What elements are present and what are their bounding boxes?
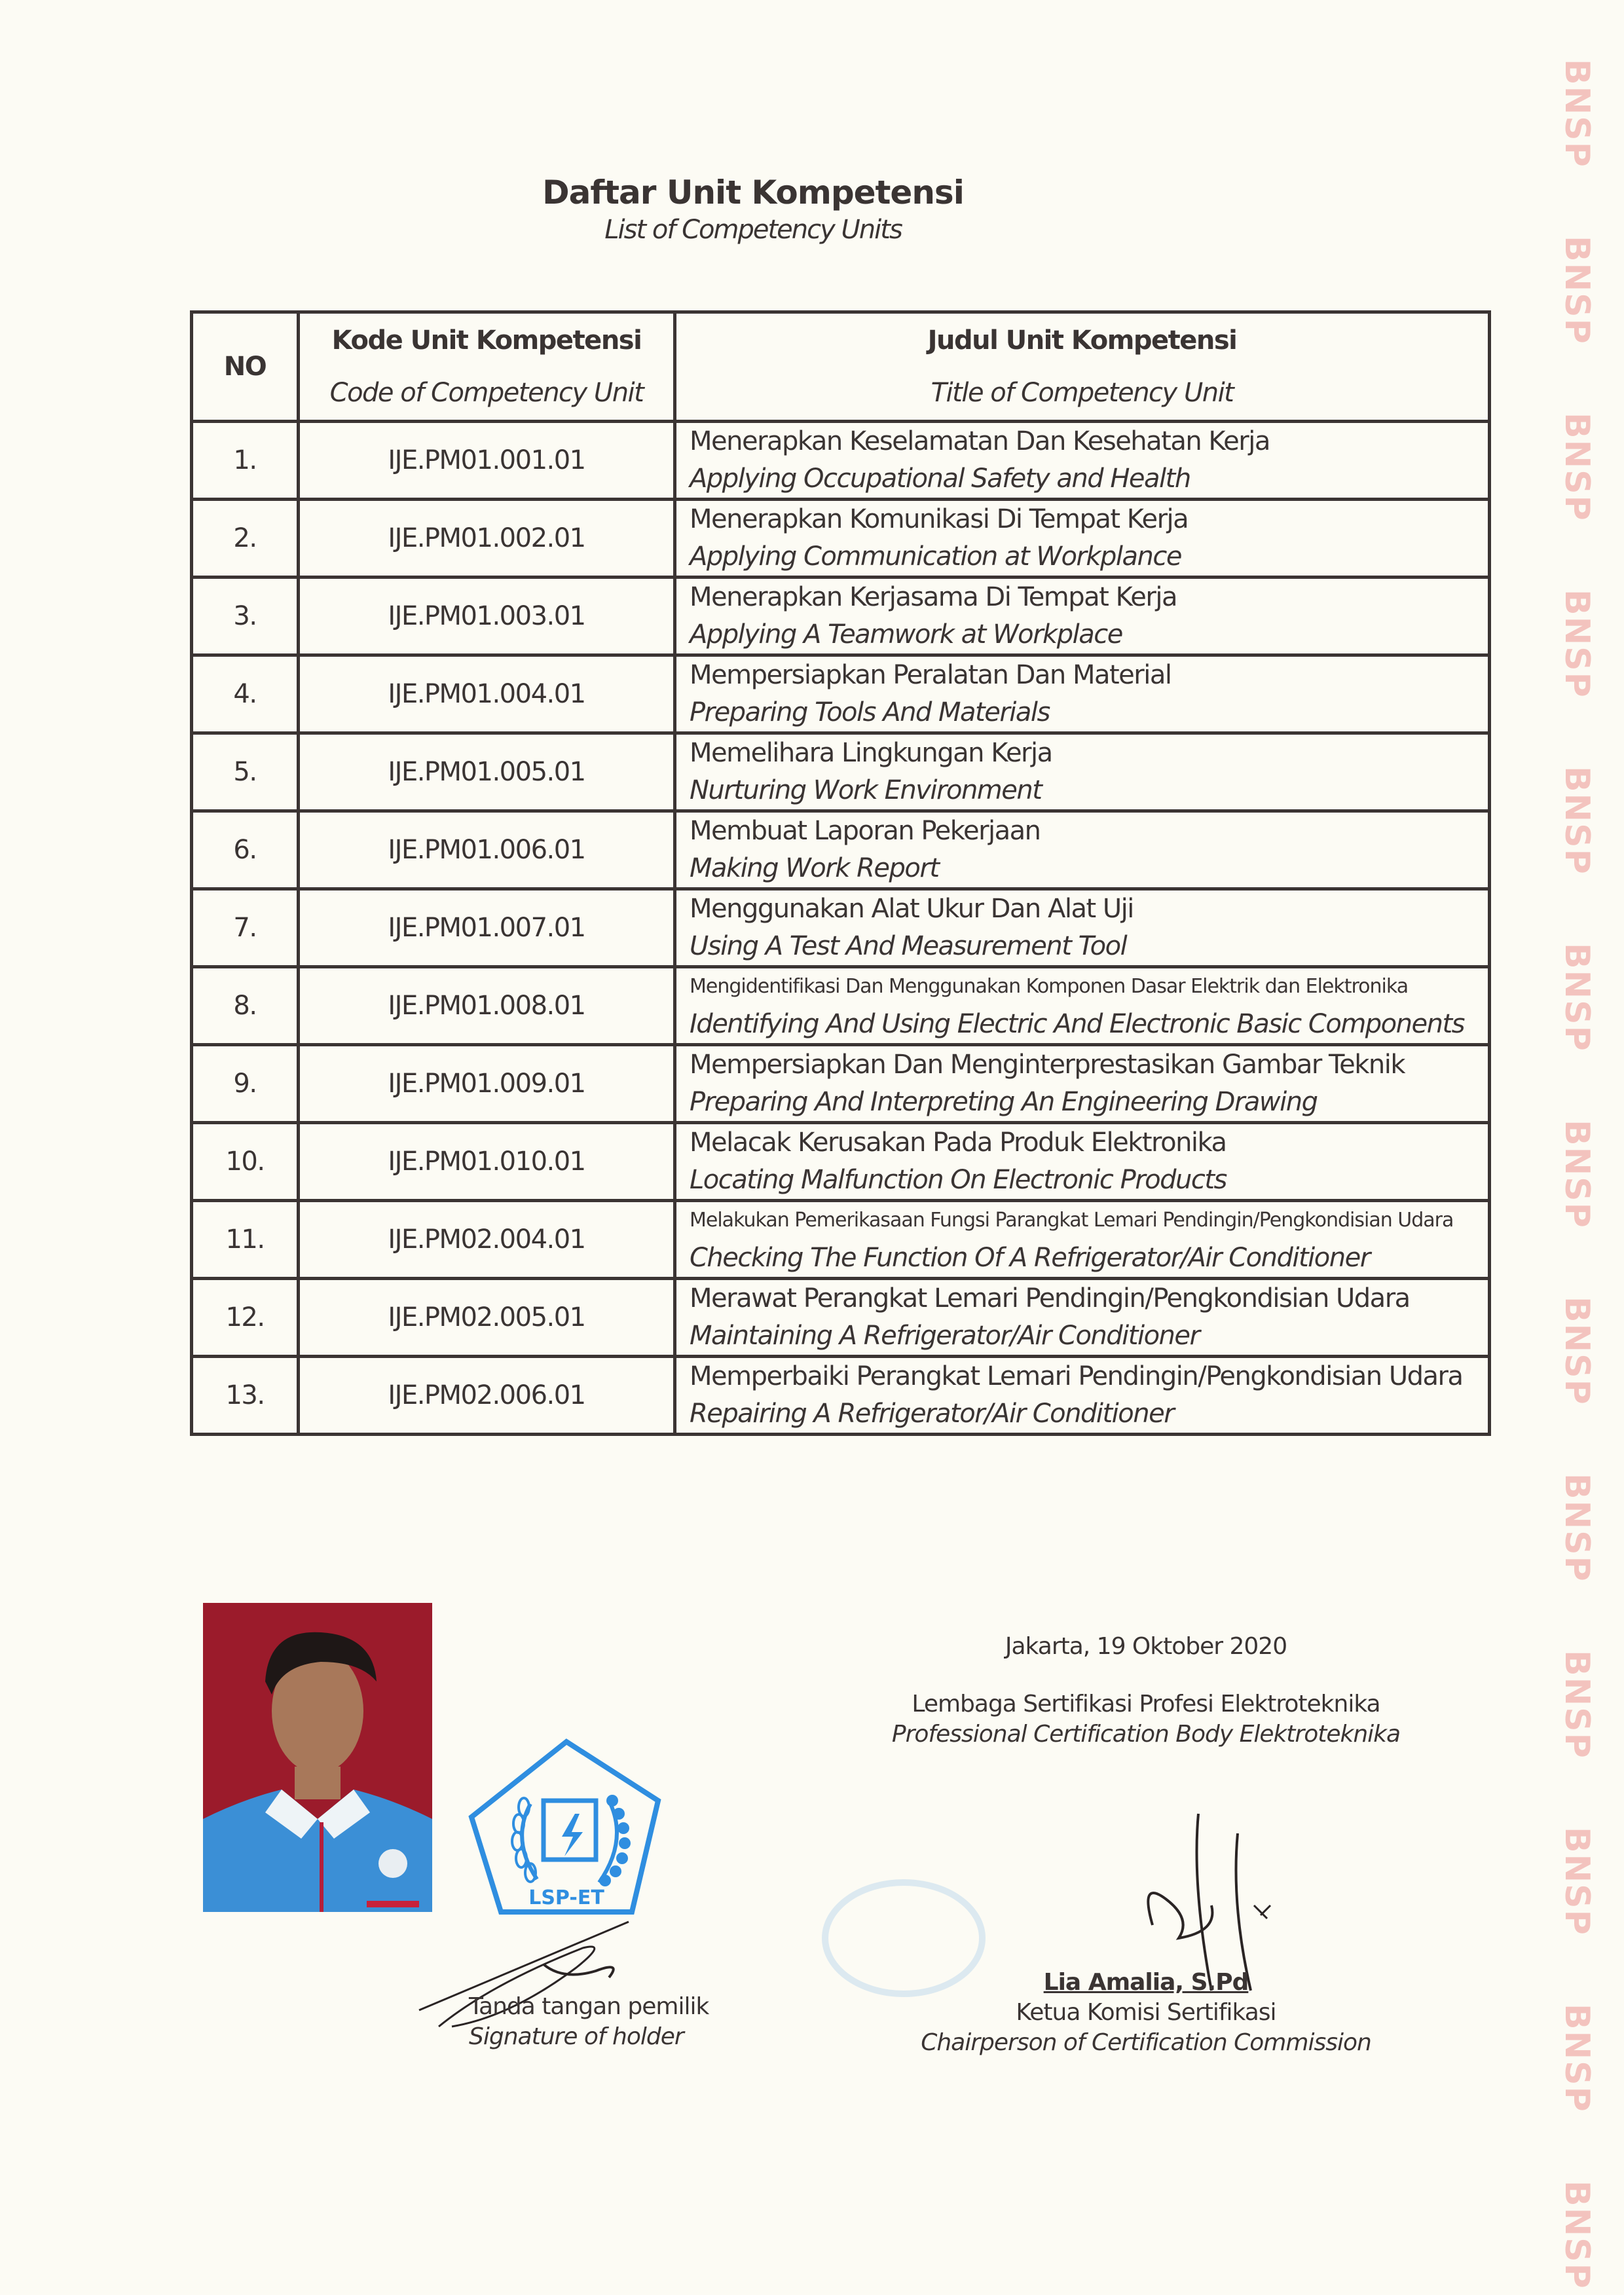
row-number: 3.: [192, 578, 299, 655]
unit-code: IJE.PM01.005.01: [299, 733, 675, 811]
table-row: [192, 811, 1490, 889]
header-title-id: Judul Unit Kompetensi: [927, 325, 1237, 356]
table-row: [192, 967, 1490, 1045]
bnsp-watermark-text: BNSP: [1557, 2004, 1596, 2113]
unit-code: IJE.PM02.004.01: [299, 1201, 675, 1279]
unit-title-id: Memelihara Lingkungan Kerja: [690, 738, 1052, 768]
place-date: Jakarta, 19 Oktober 2020: [1005, 1633, 1287, 1660]
unit-title-id: Mempersiapkan Dan Menginterprestasikan Gambar Teknik: [690, 1050, 1405, 1080]
bnsp-watermark-text: BNSP: [1557, 1120, 1596, 1229]
bnsp-watermark-text: BNSP: [1557, 766, 1596, 875]
unit-title-en: Applying A Teamwork at Workplace: [690, 619, 1122, 650]
unit-code: IJE.PM01.006.01: [299, 811, 675, 889]
unit-code: IJE.PM01.008.01: [299, 967, 675, 1045]
unit-title-en: Preparing Tools And Materials: [690, 697, 1050, 727]
holder-signature-label-id: Tanda tangan pemilik: [469, 1993, 709, 2020]
bnsp-watermark-text: BNSP: [1557, 1296, 1596, 1406]
table-row: [192, 422, 1490, 500]
row-number: 1.: [192, 422, 299, 500]
unit-title-id: Membuat Laporan Pekerjaan: [690, 816, 1041, 846]
unit-code: IJE.PM01.007.01: [299, 889, 675, 967]
unit-title-id: Mempersiapkan Peralatan Dan Material: [690, 660, 1172, 690]
row-number: 4.: [192, 655, 299, 733]
row-number: 10.: [192, 1123, 299, 1201]
header-no: NO: [192, 312, 299, 422]
unit-title: [675, 1201, 1490, 1279]
header-title-en: Title of Competency Unit: [931, 378, 1234, 408]
table-row: [192, 1357, 1490, 1435]
row-number: 12.: [192, 1279, 299, 1357]
row-number: 5.: [192, 733, 299, 811]
holder-photo: [203, 1603, 432, 1912]
header-code-en: Code of Competency Unit: [329, 378, 644, 408]
unit-title-en: Applying Communication at Workplance: [690, 542, 1181, 572]
unit-title-en: Maintaining A Refrigerator/Air Conditioner: [690, 1321, 1200, 1351]
issuer-block: [851, 1630, 1441, 1750]
table-row: [192, 578, 1490, 655]
row-number: 2.: [192, 500, 299, 578]
table-row: [192, 1045, 1490, 1123]
table-row: [192, 889, 1490, 967]
unit-title: [675, 967, 1490, 1045]
competency-units-table: [190, 310, 1491, 1436]
unit-code: IJE.PM01.003.01: [299, 578, 675, 655]
unit-title-en: Nurturing Work Environment: [690, 775, 1042, 805]
row-number: 8.: [192, 967, 299, 1045]
unit-title-en: Making Work Report: [690, 853, 939, 883]
bnsp-watermark-text: BNSP: [1557, 413, 1596, 522]
unit-title-en: Repairing A Refrigerator/Air Conditioner: [690, 1399, 1174, 1429]
issuer-org-en: Professional Certification Body Elektroteknika: [891, 1721, 1401, 1748]
row-number: 11.: [192, 1201, 299, 1279]
unit-title: [675, 1045, 1490, 1123]
header-title: [675, 312, 1490, 422]
unit-code: IJE.PM01.009.01: [299, 1045, 675, 1123]
unit-title-id: Melakukan Pemerikasaan Fungsi Parangkat Lemari Pendingin/Pengkondisian Udara: [690, 1209, 1454, 1232]
bnsp-watermark-text: BNSP: [1557, 59, 1596, 168]
bnsp-watermark-text: BNSP: [1557, 943, 1596, 1052]
unit-title-id: Melacak Kerusakan Pada Produk Elektronika: [690, 1128, 1227, 1158]
bnsp-watermark-text: BNSP: [1557, 2180, 1596, 2290]
unit-title-id: Memperbaiki Perangkat Lemari Pendingin/Pengkondisian Udara: [690, 1361, 1463, 1391]
chairperson-role-en: Chairperson of Certification Commission: [921, 2029, 1371, 2056]
unit-title-en: Preparing And Interpreting An Engineering Drawing: [690, 1087, 1318, 1117]
header-code-id: Kode Unit Kompetensi: [331, 325, 642, 356]
unit-title-en: Applying Occupational Safety and Health: [690, 464, 1190, 494]
unit-code: IJE.PM02.006.01: [299, 1357, 675, 1435]
lsp-et-seal-icon: [458, 1729, 674, 1925]
unit-code: IJE.PM01.010.01: [299, 1123, 675, 1201]
unit-title-id: Mengidentifikasi Dan Menggunakan Komponen Dasar Elektrik dan Elektronika: [690, 975, 1409, 998]
unit-title-id: Menggunakan Alat Ukur Dan Alat Uji: [690, 894, 1134, 924]
bnsp-watermark-text: BNSP: [1557, 236, 1596, 345]
holder-portrait-image: [203, 1603, 432, 1912]
table-row: [192, 1123, 1490, 1201]
document-subtitle: List of Competency Units: [604, 215, 902, 245]
row-number: 13.: [192, 1357, 299, 1435]
table-row: [192, 655, 1490, 733]
unit-code: IJE.PM01.002.01: [299, 500, 675, 578]
unit-code: IJE.PM02.005.01: [299, 1279, 675, 1357]
chairperson-role-id: Ketua Komisi Sertifikasi: [1016, 1999, 1276, 2026]
unit-title: [675, 578, 1490, 655]
unit-title: [675, 655, 1490, 733]
table-row: [192, 733, 1490, 811]
holder-signature-label-en: Signature of holder: [469, 2023, 684, 2050]
unit-title: [675, 1123, 1490, 1201]
unit-code: IJE.PM01.001.01: [299, 422, 675, 500]
svg-text:LSP-ET: LSP-ET: [528, 1886, 604, 1909]
unit-title: [675, 422, 1490, 500]
row-number: 6.: [192, 811, 299, 889]
unit-title: [675, 733, 1490, 811]
document-title-block: [0, 172, 1506, 246]
document-title: Daftar Unit Kompetensi: [542, 174, 964, 211]
unit-title-id: Merawat Perangkat Lemari Pendingin/Pengkondisian Udara: [690, 1283, 1410, 1313]
issuer-org-id: Lembaga Sertifikasi Profesi Elektroteknika: [912, 1691, 1380, 1717]
holder-signature-label: [469, 1992, 744, 2052]
unit-title: [675, 500, 1490, 578]
unit-title-en: Locating Malfunction On Electronic Products: [690, 1165, 1227, 1195]
unit-title-en: Identifying And Using Electric And Electronic Basic Components: [690, 1009, 1464, 1039]
table-row: [192, 500, 1490, 578]
table-header-row: [192, 312, 1490, 422]
bnsp-watermark-text: BNSP: [1557, 589, 1596, 699]
row-number: 9.: [192, 1045, 299, 1123]
table-row: [192, 1279, 1490, 1357]
unit-title-en: Using A Test And Measurement Tool: [690, 931, 1127, 961]
chairperson-name: Lia Amalia, S.Pd: [1043, 1969, 1249, 1996]
unit-title: [675, 811, 1490, 889]
bnsp-watermark-text: BNSP: [1557, 1827, 1596, 1936]
unit-code: IJE.PM01.004.01: [299, 655, 675, 733]
unit-title: [675, 889, 1490, 967]
unit-title-en: Checking The Function Of A Refrigerator/Air Conditioner: [690, 1243, 1370, 1273]
unit-title-id: Menerapkan Kerjasama Di Tempat Kerja: [690, 582, 1177, 612]
table-row: [192, 1201, 1490, 1279]
bnsp-watermark-text: BNSP: [1557, 1473, 1596, 1583]
unit-title: [675, 1357, 1490, 1435]
chairperson-block: [851, 1968, 1441, 2058]
row-number: 7.: [192, 889, 299, 967]
unit-title-id: Menerapkan Komunikasi Di Tempat Kerja: [690, 504, 1189, 534]
bnsp-watermark-text: BNSP: [1557, 1650, 1596, 1759]
unit-title: [675, 1279, 1490, 1357]
unit-title-id: Menerapkan Keselamatan Dan Kesehatan Kerja: [690, 426, 1270, 456]
header-code: [299, 312, 675, 422]
